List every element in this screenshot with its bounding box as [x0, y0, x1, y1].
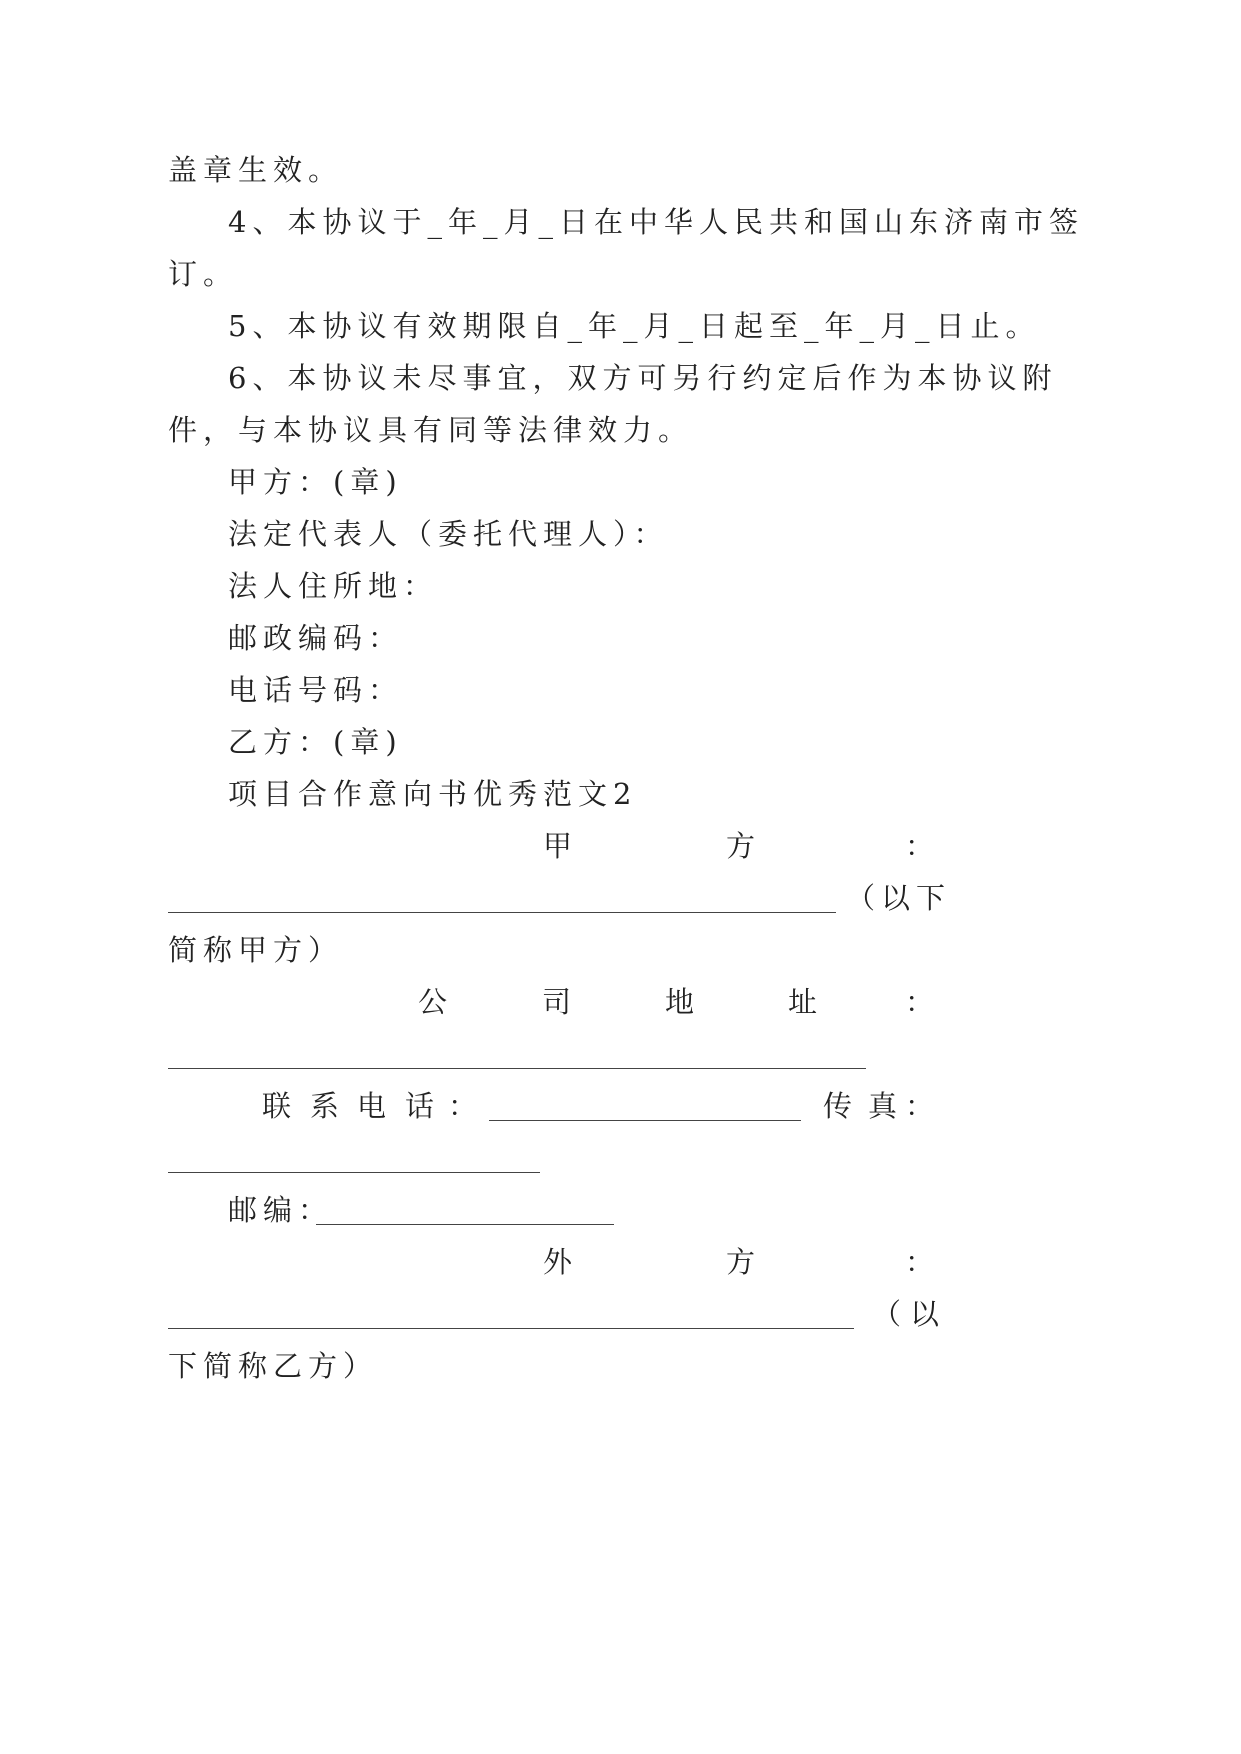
company-address-blank[interactable]: [168, 1068, 866, 1069]
label-char: 传: [823, 1089, 853, 1123]
party-a-seal: [0, 460, 1241, 504]
label-char: ：: [905, 985, 935, 1019]
label-char: ：: [905, 1245, 935, 1279]
party-b-label-line: [0, 1240, 1241, 1284]
label-char: 方: [726, 1245, 756, 1279]
text-line: 邮政编码：: [228, 621, 404, 655]
clause-4: [0, 200, 1241, 244]
label: 邮编：: [228, 1193, 334, 1227]
label-char: 真: [868, 1089, 898, 1123]
party-b-cont: [0, 1344, 1241, 1388]
text-line: （以下: [846, 881, 952, 915]
label-char: ：: [448, 1089, 478, 1123]
label-char: 司: [542, 985, 572, 1019]
label-char: ：: [905, 1089, 935, 1123]
party-b-blank[interactable]: [168, 1328, 854, 1329]
text-line: 简称甲方）: [168, 933, 344, 967]
party-b-blank-line: [0, 1292, 1241, 1336]
fax-blank-line: [0, 1136, 1241, 1180]
text-line: 件，与本协议具有同等法律效力。: [168, 413, 694, 447]
label-char: 外: [543, 1245, 573, 1279]
label-char: 电: [357, 1089, 387, 1123]
legal-address-line: [0, 564, 1241, 608]
clause-4-cont: [0, 252, 1241, 296]
section-title: [0, 772, 1241, 816]
text-line: 5、本协议有效期限自_年_月_日起至_年_月_日止。: [228, 309, 1041, 343]
phone-number-line: [0, 668, 1241, 712]
company-address-blank-line: [0, 1032, 1241, 1076]
label-char: 话: [405, 1089, 435, 1123]
text-line: 乙方：(章): [228, 725, 403, 759]
label-char: 地: [665, 985, 695, 1019]
party-a-cont: [0, 928, 1241, 972]
zip-line: [0, 1188, 1241, 1232]
text-line: 法定代表人（委托代理人）：: [228, 517, 669, 551]
phone-fax-label-line: [0, 1084, 1241, 1128]
label-char: 址: [788, 985, 818, 1019]
label-char: 系: [310, 1089, 340, 1123]
label-char: 甲: [543, 829, 573, 863]
label-char: ：: [905, 829, 935, 863]
company-address-label-line: [0, 980, 1241, 1024]
clause-3-tail: [0, 148, 1241, 192]
legal-representative-line: [0, 512, 1241, 556]
label-char: 联: [262, 1089, 292, 1123]
text-line: 法人住所地：: [228, 569, 439, 603]
party-a-blank[interactable]: [168, 912, 836, 913]
text-line: 盖章生效。: [168, 153, 344, 187]
text-line: 电话号码：: [228, 673, 404, 707]
clause-5: [0, 304, 1241, 348]
postal-code-line: [0, 616, 1241, 660]
fax-blank[interactable]: [168, 1172, 540, 1173]
clause-6-cont: [0, 408, 1241, 452]
party-a-blank-line: [0, 876, 1241, 920]
label-char: 方: [726, 829, 756, 863]
text-line: 订。: [168, 257, 239, 291]
label-char: 公: [418, 985, 448, 1019]
label-char: 以: [910, 1297, 940, 1331]
phone-blank[interactable]: [489, 1120, 801, 1121]
text-line: 4、本协议于_年_月_日在中华人民共和国山东济南市签: [228, 205, 1084, 239]
party-b-seal: [0, 720, 1241, 764]
party-a-label-line: [0, 824, 1241, 868]
section-heading: 项目合作意向书优秀范文2: [228, 777, 638, 811]
text-line: 甲方：(章): [228, 465, 403, 499]
text-line: 下简称乙方）: [168, 1349, 379, 1383]
text-line: 6、本协议未尽事宜，双方可另行约定后作为本协议附: [228, 361, 1058, 395]
zip-blank[interactable]: [316, 1224, 614, 1225]
clause-6: [0, 356, 1241, 400]
label-char: （: [872, 1297, 902, 1331]
